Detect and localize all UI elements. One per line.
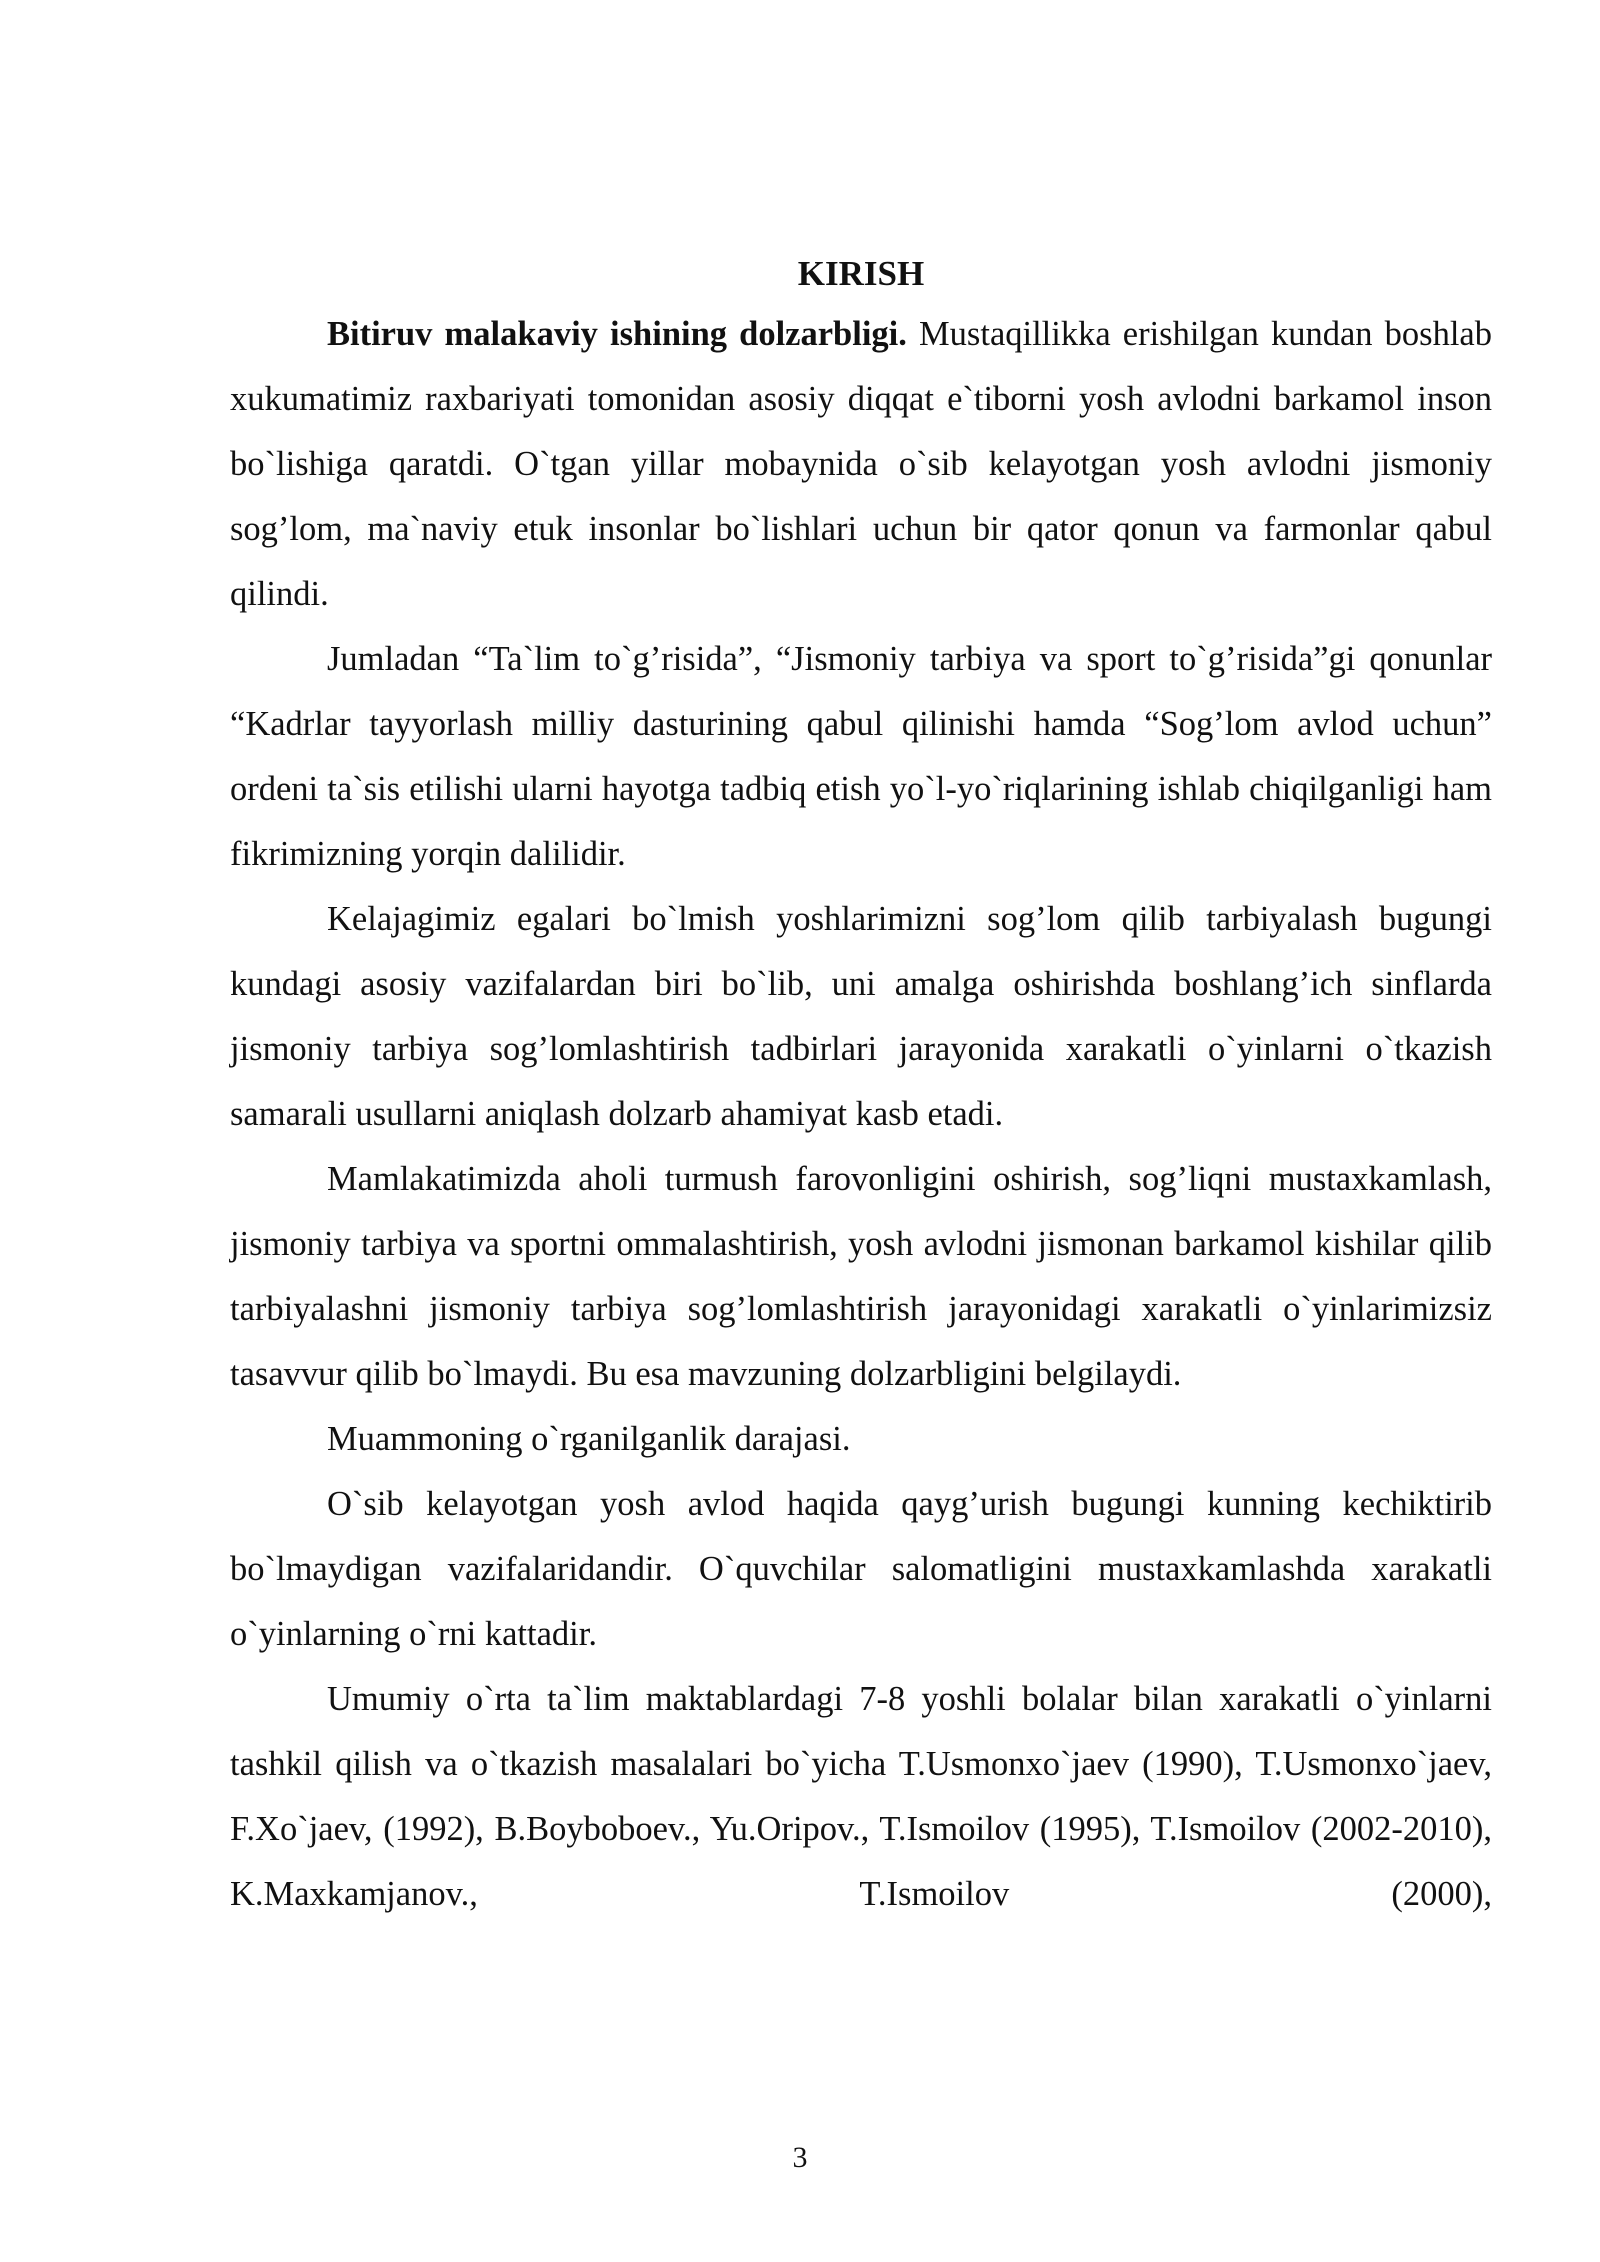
paragraph-relevance <box>230 302 1492 627</box>
page-number: 3 <box>792 2141 808 2174</box>
paragraph-lead-bold: Bitiruv malakaviy ishining dolzarbligi. <box>327 315 907 353</box>
paragraph-youth: O`sib kelayotgan yosh avlod haqida qayg’urish bugungi kunning kechiktirib bo`lmaydigan vazifalaridandir. O`quvchilar salomatligini mustaxkamlashda xarakatli o`yinlarning o`rni kattadir. <box>230 1485 1492 1653</box>
document-page <box>230 252 1492 1927</box>
paragraph-problem-study: Muammoning o`rganilganlik darajasi. <box>327 1420 851 1458</box>
section-heading: KIRISH <box>797 254 925 293</box>
paragraph-country: Mamlakatimizda aholi turmush farovonligini oshirish, sog’liqni mustaxkamlash, jismoniy tarbiya va sportni ommalashtirish, yosh avlodni jismonan barkamol kishilar qilib tarbiyalashni jismoniy tarbiya sog’lomlashtirish jarayonidagi xarakatli o`yinlarimizsiz tasavvur qilib bo`lmaydi. Bu esa mavzuning dolzarbligini belgilaydi. <box>230 1160 1492 1393</box>
paragraph-future: Kelajagimiz egalari bo`lmish yoshlarimizni sog’lom qilib tarbiyalash bugungi kundagi asosiy vazifalardan biri bo`lib, uni amalga oshirishda boshlang’ich sinflarda jismoniy tarbiya sog’lomlashtirish tadbirlari jarayonida xarakatli o`yinlarni o`tkazish samarali usullarni aniqlash dolzarb ahamiyat kasb etadi. <box>230 900 1492 1133</box>
paragraph-laws: Jumladan “Ta`lim to`g’risida”, “Jismoniy tarbiya va sport to`g’risida”gi qonunlar “Kadrlar tayyorlash milliy dasturining qabul qilinishi hamda “Sog’lom avlod uchun” ordeni ta`sis etilishi ularni hayotga tadbiq etish yo`l-yo`riqlarining ishlab chiqilganligi ham fikrimizning yorqin dalilidir. <box>230 640 1492 873</box>
paragraph-text: Mustaqillikka erishilgan kundan boshlab xukumatimiz raxbariyati tomonidan asosiy diqqat e`tiborni yosh avlodni barkamol inson bo`lishiga qaratdi. O`tgan yillar mobaynida o`sib kelayotgan yosh avlodni jismoniy sog’lom, ma`naviy etuk insonlar bo`lishlari uchun bir qator qonun va farmonlar qabul qilindi. <box>230 315 1492 613</box>
paragraph-schools: Umumiy o`rta ta`lim maktablardagi 7-8 yoshli bolalar bilan xarakatli o`yinlarni tashkil qilish va o`tkazish masalalari bo`yicha T.Usmonxo`jaev (1990), T.Usmonxo`jaev, F.Xo`jaev, (1992), B.Boyboboev., Yu.Oripov., T.Ismoilov (1995), T.Ismoilov (2002-2010), K.Maxkamjanov., T.Ismoilov (2000), <box>230 1680 1492 1913</box>
